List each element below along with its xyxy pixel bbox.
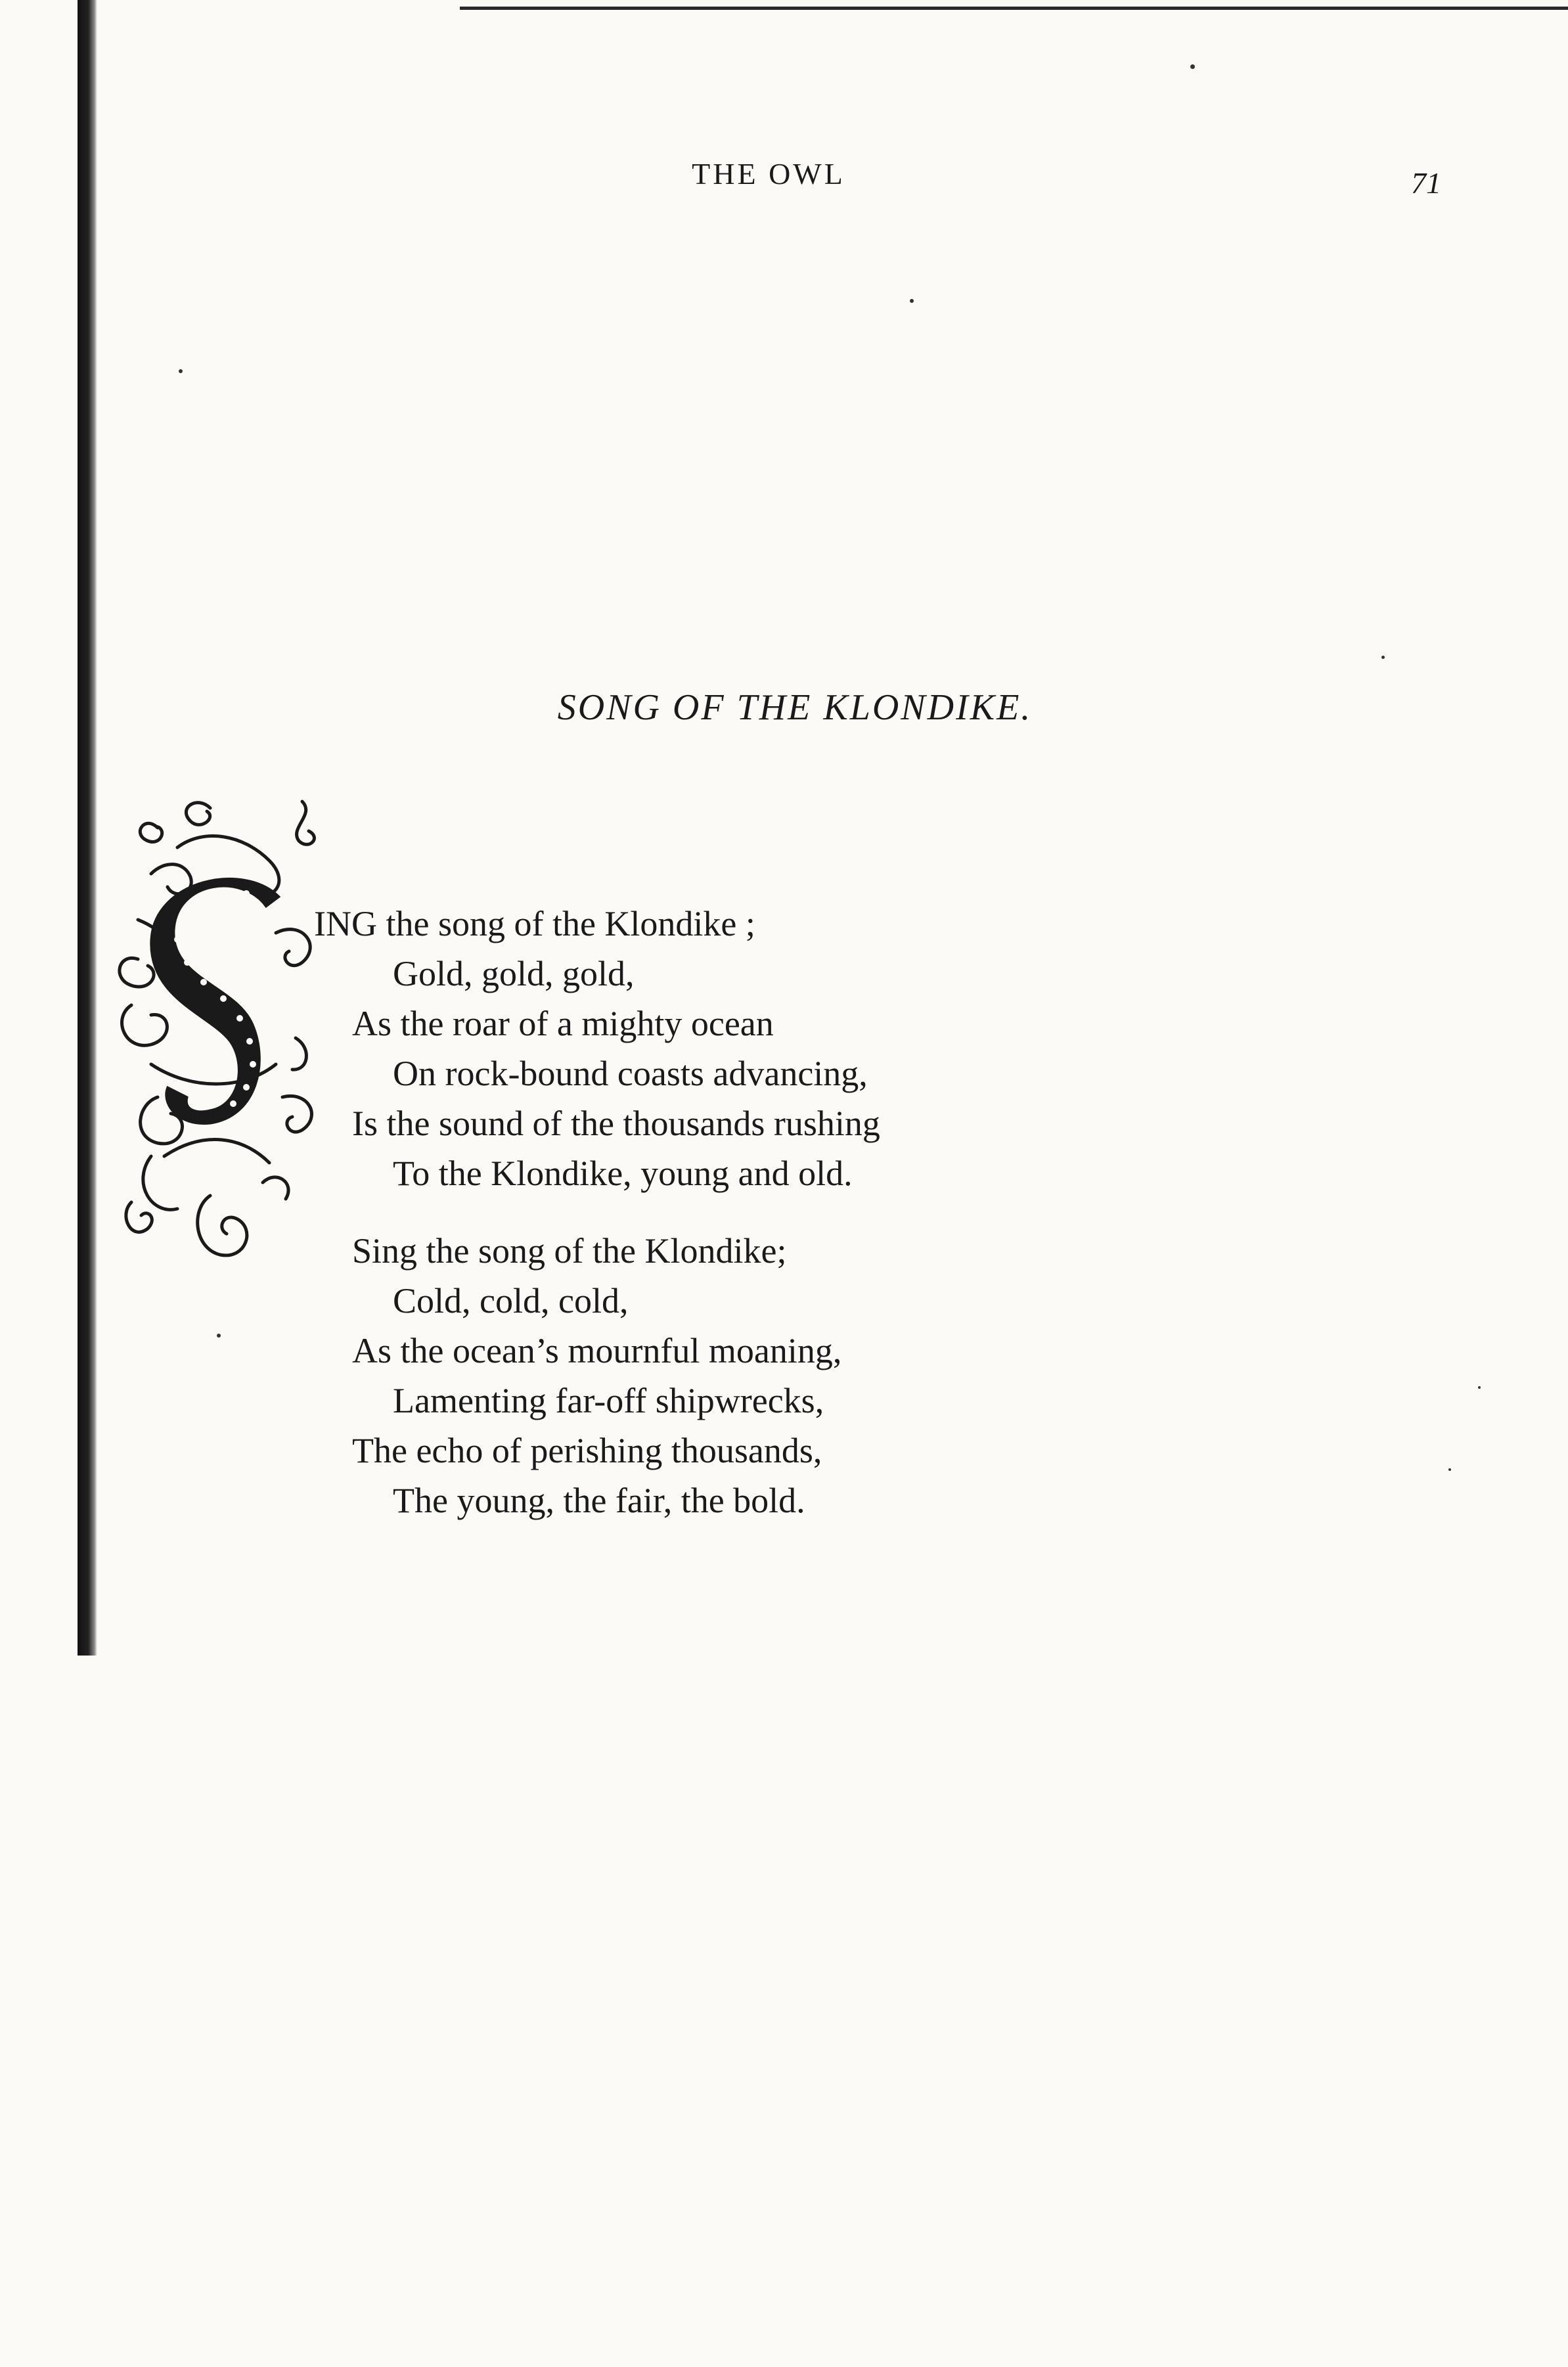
- scan-speck: [1478, 1386, 1481, 1389]
- page-number: 71: [1411, 166, 1441, 200]
- scan-speck: [1381, 656, 1385, 659]
- scan-speck: [179, 369, 183, 373]
- poem-body: [314, 899, 880, 1553]
- poem-title: SONG OF THE KLONDIKE.: [557, 687, 1033, 728]
- stanza: [314, 899, 880, 1198]
- poem-line: On rock-bound coasts advancing,: [393, 1054, 868, 1093]
- poem-line: Cold, cold, cold,: [393, 1281, 629, 1320]
- running-head: THE OWL: [692, 157, 845, 191]
- scan-speck: [1190, 64, 1195, 69]
- poem-line: Is the sound of the thousands rushing: [352, 1104, 880, 1143]
- poem-line: Gold, gold, gold,: [393, 954, 635, 993]
- poem-line: ING the song of the Klondike ;: [314, 904, 755, 943]
- scan-speck: [910, 299, 914, 303]
- poem-line: The young, the fair, the bold.: [393, 1481, 805, 1520]
- poem-line: As the ocean’s mournful moaning,: [352, 1331, 842, 1370]
- poem-line: Sing the song of the Klondike;: [352, 1231, 787, 1271]
- drop-cap-ornament: [112, 788, 335, 1274]
- poem-line: As the roar of a mighty ocean: [352, 1004, 774, 1043]
- top-rule: [460, 7, 1568, 10]
- poem-line: Lamenting far-off shipwrecks,: [393, 1381, 824, 1420]
- scan-speck: [1448, 1468, 1451, 1471]
- poem-line: To the Klondike, young and old.: [393, 1154, 853, 1193]
- binding-edge: [78, 0, 97, 1656]
- ornamental-drop-cap: [112, 788, 335, 1274]
- poem-line: The echo of perishing thousands,: [352, 1431, 822, 1470]
- scan-speck: [217, 1334, 221, 1338]
- stanza: [314, 1226, 880, 1525]
